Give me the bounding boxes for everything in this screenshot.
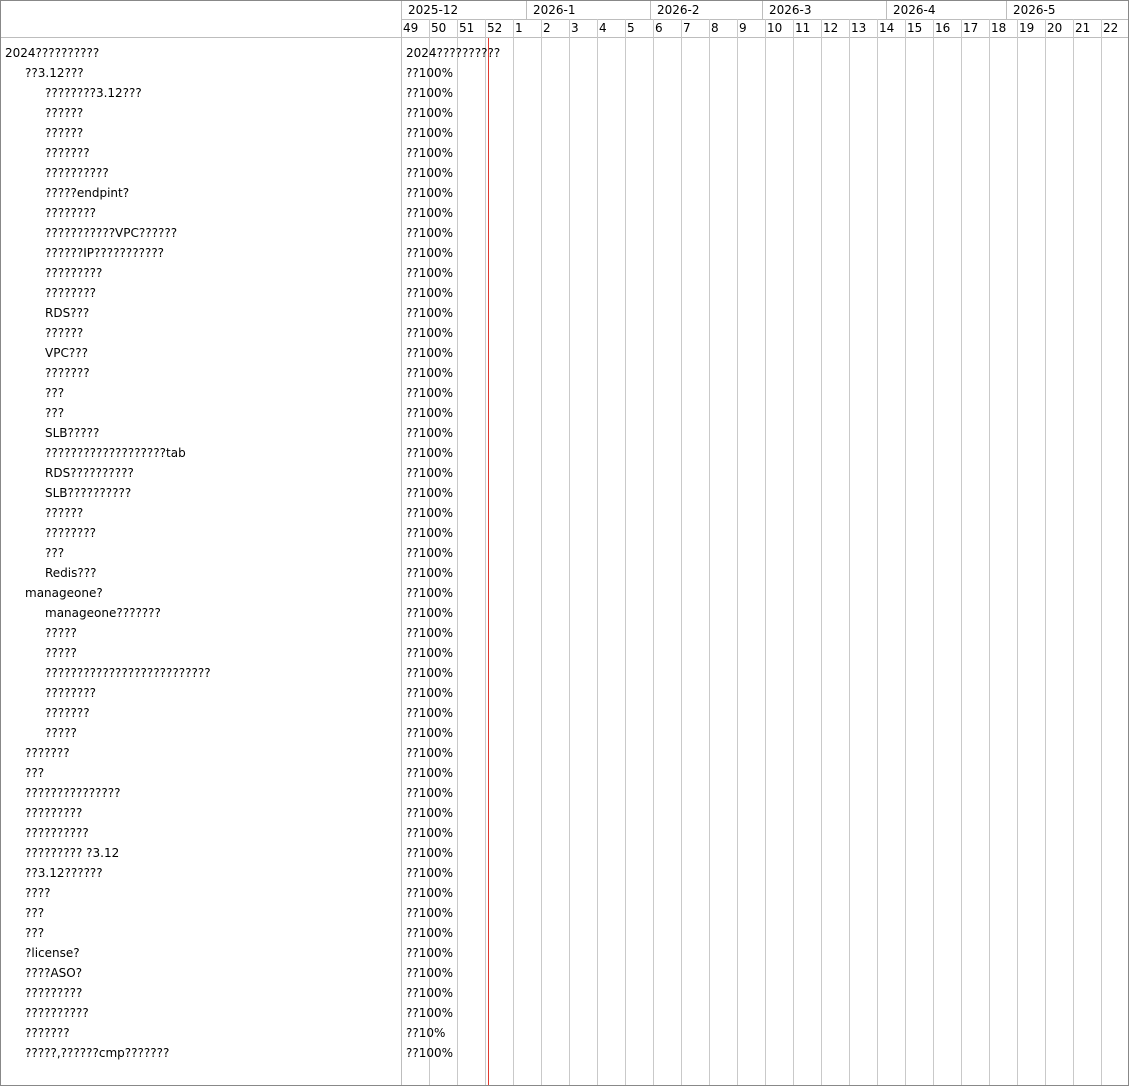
task-name: ???????: [45, 146, 90, 160]
task-bar-label: ??100%: [406, 926, 454, 940]
week-label: 15: [907, 21, 923, 35]
month-label: 2026-3: [762, 1, 886, 19]
task-row[interactable]: [1, 43, 401, 63]
task-bar-label: ??100%: [406, 206, 454, 220]
task-row[interactable]: [1, 523, 401, 543]
task-bar-label: ??100%: [406, 366, 454, 380]
task-bar-label: ??100%: [406, 166, 454, 180]
task-row[interactable]: [1, 483, 401, 503]
task-bar-label: ??100%: [406, 226, 454, 240]
task-name: RDS??????????: [45, 466, 134, 480]
task-name: ??????: [45, 326, 84, 340]
task-name: ????????: [45, 206, 96, 220]
task-bar-label: ??100%: [406, 566, 454, 580]
task-bar-label: ??100%: [406, 846, 454, 860]
task-row[interactable]: [1, 623, 401, 643]
task-name: ?????endpint?: [45, 186, 130, 200]
task-row[interactable]: [1, 583, 401, 603]
task-row[interactable]: [1, 963, 401, 983]
task-row[interactable]: [1, 543, 401, 563]
task-bar-label: ??10%: [406, 1026, 446, 1040]
task-row[interactable]: [1, 983, 401, 1003]
task-name: ?????: [45, 726, 77, 740]
week-label: 11: [795, 21, 811, 35]
task-name: ???????: [45, 706, 90, 720]
task-bar-label: ??100%: [406, 406, 454, 420]
week-label: 6: [655, 21, 663, 35]
task-name: ?????????: [25, 986, 83, 1000]
task-row[interactable]: [1, 263, 401, 283]
task-name: manageone?: [25, 586, 103, 600]
task-name: ??3.12??????: [25, 866, 103, 880]
week-label: 22: [1103, 21, 1119, 35]
task-row[interactable]: [1, 303, 401, 323]
week-label: 7: [683, 21, 691, 35]
task-bar-label: ??100%: [406, 246, 454, 260]
task-bar-label: ??100%: [406, 126, 454, 140]
task-row[interactable]: [1, 83, 401, 103]
week-label: 21: [1075, 21, 1091, 35]
task-bar-label: ??100%: [406, 746, 454, 760]
week-label: 5: [627, 21, 635, 35]
task-row[interactable]: [1, 723, 401, 743]
task-name: ???: [45, 406, 65, 420]
task-bar-label: ??100%: [406, 946, 454, 960]
task-bar-label: ??100%: [406, 486, 454, 500]
week-label: 17: [963, 21, 979, 35]
task-bar-label: ??100%: [406, 186, 454, 200]
task-bar-label: ??100%: [406, 1046, 454, 1060]
task-tree-panel: [1, 1, 402, 1085]
task-name: SLB??????????: [45, 486, 132, 500]
task-row[interactable]: [1, 203, 401, 223]
task-name: ???????: [45, 366, 90, 380]
month-label: 2026-4: [886, 1, 1006, 19]
task-name: ?????: [45, 626, 77, 640]
task-name: ????: [25, 886, 51, 900]
task-name: ???????????VPC??????: [45, 226, 178, 240]
month-label: 2026-5: [1006, 1, 1128, 19]
task-row[interactable]: [1, 763, 401, 783]
task-bar-label: ??100%: [406, 866, 454, 880]
week-label: 14: [879, 21, 895, 35]
task-row[interactable]: [1, 1023, 401, 1043]
task-name: ??????????: [25, 826, 89, 840]
task-name: ????????? ?3.12: [25, 846, 120, 860]
task-bar-label: ??100%: [406, 326, 454, 340]
task-row[interactable]: [1, 143, 401, 163]
task-bar-label: ??100%: [406, 706, 454, 720]
task-bar-label: ??100%: [406, 506, 454, 520]
task-row[interactable]: [1, 823, 401, 843]
task-name: ???: [45, 386, 65, 400]
task-name: ?????????: [45, 266, 103, 280]
task-row[interactable]: [1, 903, 401, 923]
task-bar-label: ??100%: [406, 346, 454, 360]
task-bar-label: ??100%: [406, 66, 454, 80]
task-bar-label: ??100%: [406, 286, 454, 300]
task-name: ????????: [45, 686, 96, 700]
task-bar-label: ??100%: [406, 86, 454, 100]
task-name: ?license?: [25, 946, 80, 960]
task-bar-label: ??100%: [406, 146, 454, 160]
task-row[interactable]: [1, 563, 401, 583]
task-row[interactable]: [1, 923, 401, 943]
task-bar-label: ??100%: [406, 666, 454, 680]
task-bar-label: ??100%: [406, 986, 454, 1000]
week-label: 1: [515, 21, 523, 35]
task-row[interactable]: [1, 183, 401, 203]
task-row[interactable]: [1, 783, 401, 803]
month-label: 2025-12: [408, 3, 459, 17]
week-label: 8: [711, 21, 719, 35]
task-row[interactable]: [1, 743, 401, 763]
task-bar-label: ??100%: [406, 766, 454, 780]
task-bar-label: ??100%: [406, 886, 454, 900]
task-name: ????ASO?: [25, 966, 83, 980]
week-label: 18: [991, 21, 1007, 35]
task-row[interactable]: [1, 163, 401, 183]
task-row[interactable]: [1, 803, 401, 823]
task-row[interactable]: [1, 503, 401, 523]
week-label: 12: [823, 21, 839, 35]
task-row[interactable]: [1, 103, 401, 123]
task-row[interactable]: [1, 663, 401, 683]
task-name: ??3.12???: [25, 66, 84, 80]
task-row[interactable]: [1, 943, 401, 963]
task-name: ??????: [45, 126, 84, 140]
task-bar-label: ??100%: [406, 466, 454, 480]
task-row[interactable]: [1, 443, 401, 463]
task-row[interactable]: [1, 223, 401, 243]
task-tree-header: [1, 1, 401, 38]
task-name: ???: [25, 766, 45, 780]
task-row[interactable]: [1, 863, 401, 883]
task-name: ????????3.12???: [45, 86, 142, 100]
task-row[interactable]: [1, 63, 401, 83]
task-row[interactable]: [1, 883, 401, 903]
task-row[interactable]: [1, 243, 401, 263]
task-name: ?????????: [25, 806, 83, 820]
task-row[interactable]: [1, 323, 401, 343]
task-name: ??????: [45, 506, 84, 520]
task-bar-label: ??100%: [406, 306, 454, 320]
task-bars-area: [402, 43, 1128, 1063]
task-row[interactable]: [1, 343, 401, 363]
task-name: RDS???: [45, 306, 90, 320]
week-label: 52: [487, 21, 503, 35]
task-bar-label: ??100%: [406, 446, 454, 460]
task-row[interactable]: [1, 843, 401, 863]
task-row[interactable]: [1, 703, 401, 723]
week-label: 4: [599, 21, 607, 35]
task-name: ?????,??????cmp???????: [25, 1046, 170, 1060]
task-name: Redis???: [45, 566, 97, 580]
task-name: ??????????: [25, 1006, 89, 1020]
task-name: ??????????????????????????: [45, 666, 211, 680]
week-label: 50: [431, 21, 447, 35]
task-row[interactable]: [1, 463, 401, 483]
week-label: 13: [851, 21, 867, 35]
task-name: VPC???: [45, 346, 88, 360]
task-bar-label: ??100%: [406, 546, 454, 560]
task-row[interactable]: [1, 383, 401, 403]
week-label: 19: [1019, 21, 1035, 35]
task-name: ????????: [45, 286, 96, 300]
task-name: ??????????: [45, 166, 109, 180]
week-label: 51: [459, 21, 475, 35]
gantt-chart-panel: [402, 1, 1128, 1085]
task-bar-label: ??100%: [406, 606, 454, 620]
task-bar-label: 2024??????????: [406, 46, 501, 60]
task-name: ???????????????????tab: [45, 446, 186, 460]
task-name: ??????IP???????????: [45, 246, 165, 260]
task-row[interactable]: [1, 603, 401, 623]
task-bar-label: ??100%: [406, 966, 454, 980]
task-bar-label: ??100%: [406, 906, 454, 920]
task-bar-label: ??100%: [406, 626, 454, 640]
today-marker-line: [488, 38, 489, 1085]
month-label: 2026-1: [526, 1, 650, 19]
task-name: ???: [25, 926, 45, 940]
week-label: 9: [739, 21, 747, 35]
task-row[interactable]: [1, 283, 401, 303]
task-name: ???: [45, 546, 65, 560]
task-name: ??????: [45, 106, 84, 120]
week-label: 49: [403, 21, 419, 35]
task-tree-rows: [1, 43, 401, 1063]
task-bar-label: ??100%: [406, 106, 454, 120]
task-name: 2024??????????: [5, 46, 100, 60]
month-header-row: [402, 1, 1128, 20]
week-label: 3: [571, 21, 579, 35]
task-bar-label: ??100%: [406, 786, 454, 800]
month-label: 2026-2: [650, 1, 762, 19]
task-bar-label: ??100%: [406, 826, 454, 840]
task-row[interactable]: [1, 123, 401, 143]
task-name: ????????: [45, 526, 96, 540]
task-bar-label: ??100%: [406, 586, 454, 600]
task-row[interactable]: [1, 683, 401, 703]
task-row[interactable]: [1, 643, 401, 663]
task-name: manageone???????: [45, 606, 161, 620]
task-bar-label: ??100%: [406, 646, 454, 660]
task-name: ???????????????: [25, 786, 121, 800]
task-bar-label: ??100%: [406, 806, 454, 820]
task-bar-label: ??100%: [406, 266, 454, 280]
task-name: ???????: [25, 1026, 70, 1040]
week-label: 20: [1047, 21, 1063, 35]
task-bar-label: ??100%: [406, 686, 454, 700]
task-bar-label: ??100%: [406, 526, 454, 540]
week-label: 16: [935, 21, 951, 35]
task-bar-label: ??100%: [406, 426, 454, 440]
task-name: ?????: [45, 646, 77, 660]
week-label: 2: [543, 21, 551, 35]
task-row[interactable]: [1, 1043, 401, 1063]
task-row[interactable]: [1, 1003, 401, 1023]
week-label: 10: [767, 21, 783, 35]
task-name: ???: [25, 906, 45, 920]
task-row[interactable]: [1, 423, 401, 443]
task-row[interactable]: [1, 363, 401, 383]
task-bar-label: ??100%: [406, 726, 454, 740]
task-name: ???????: [25, 746, 70, 760]
task-bar-label: ??100%: [406, 1006, 454, 1020]
task-bar-label: ??100%: [406, 386, 454, 400]
task-name: SLB?????: [45, 426, 100, 440]
task-row[interactable]: [1, 403, 401, 423]
